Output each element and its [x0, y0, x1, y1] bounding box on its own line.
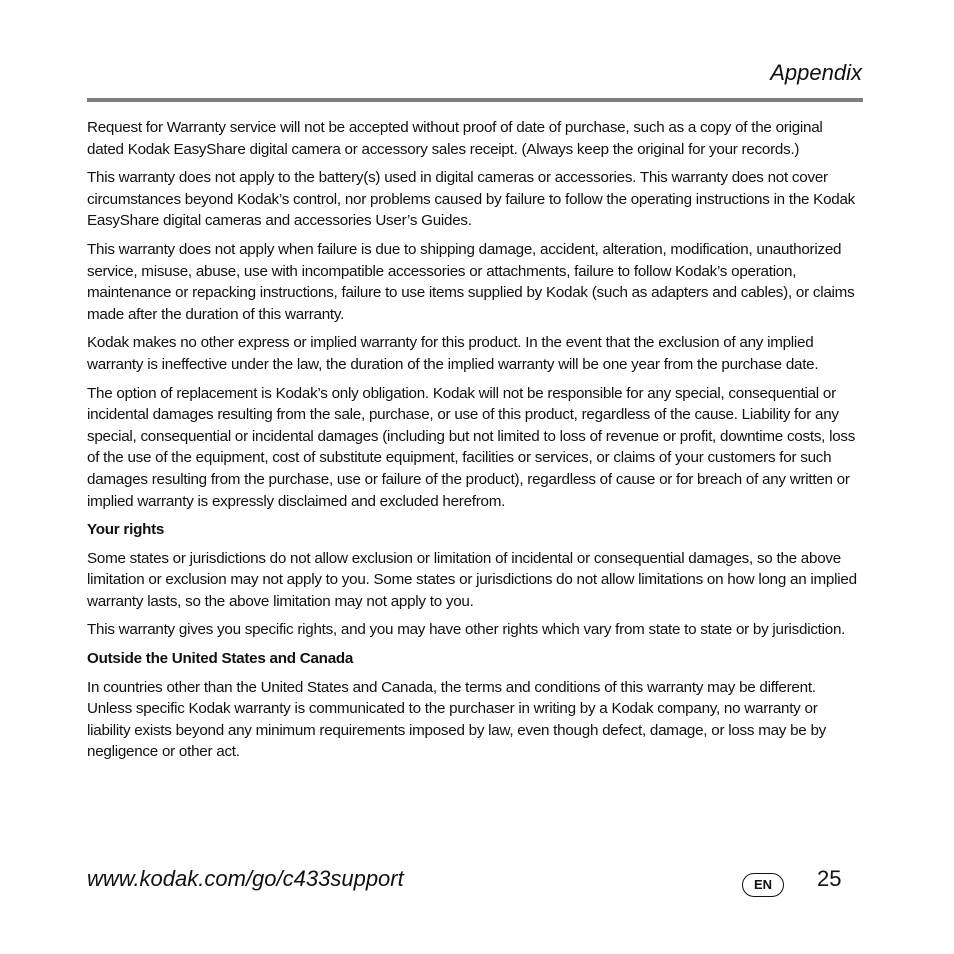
paragraph-implied-warranty: Kodak makes no other express or implied warranty for this product. In the event that the exclusion of any implied warranty is ineffective under the law, the duration of the implied warranty will be one year from the purchase date.: [87, 334, 819, 373]
support-url-link[interactable]: www.kodak.com/go/c433support: [87, 866, 404, 891]
section-title: Appendix: [770, 60, 862, 85]
paragraph-replacement-obligation: The option of replacement is Kodak’s only obligation. Kodak will not be responsible for any special, consequential or incidental damages resulting from the sale, purchase, or use of this product, regardless of the cause. Liability for any special, consequential or incidental damages (including but not limited to loss of revenue or profit, downtime costs, loss of the use of the equipment, cost of substitute equipment, facilities or services, or claims of your customers for such damages resulting from the purchase, use or failure of the product), regardless of cause or for breach of any written or implied warranty is expressly disclaimed and excluded herefrom.: [87, 384, 856, 510]
header-divider: [87, 98, 863, 102]
paragraph-failure-exclusions: This warranty does not apply when failure is due to shipping damage, accident, alteration, modification, unauthorized service, misuse, abuse, use with incompatible accessories or attachments, failure to follow Kodak’s operation, maintenance or repacking instructions, failure to use items supplied by Kodak (such as adapters and cables), or claims made after the duration of this warranty.: [87, 240, 855, 323]
document-body: [87, 117, 863, 770]
heading-your-rights: Your rights: [87, 521, 165, 539]
paragraph-state-limitations: Some states or jurisdictions do not allow exclusion or limitation of incidental or consequential damages, so the above limitation or exclusion may not apply to you. Some states or jurisdictions do not allow limitations on how long an implied warranty lasts, so the above limitation may not apply to you.: [87, 549, 857, 610]
page-number: 25: [817, 866, 842, 891]
language-badge: EN: [742, 873, 784, 897]
paragraph-other-countries: In countries other than the United States and Canada, the terms and conditions of this warranty may be different. Unless specific Kodak warranty is communicated to the purchaser in writing by a Kodak company, no warranty or liability exists beyond any minimum requirements imposed by law, even though defect, damage, or loss may be by negligence or other act.: [87, 678, 827, 761]
paragraph-specific-rights: This warranty gives you specific rights, and you may have other rights which vary from state to state or by jurisdiction.: [87, 621, 846, 639]
paragraph-proof-of-purchase: Request for Warranty service will not be accepted without proof of date of purchase, such as a copy of the original dated Kodak EasyShare digital camera or accessory sales receipt. (Always keep the original for your records.): [87, 119, 823, 158]
paragraph-battery-exclusion: This warranty does not apply to the battery(s) used in digital cameras or accessories. This warranty does not cover circumstances beyond Kodak’s control, nor problems caused by failure to follow the operating instructions in the Kodak EasyShare digital cameras and accessories User’s Guides.: [87, 169, 855, 230]
heading-outside-us-canada: Outside the United States and Canada: [87, 650, 354, 668]
